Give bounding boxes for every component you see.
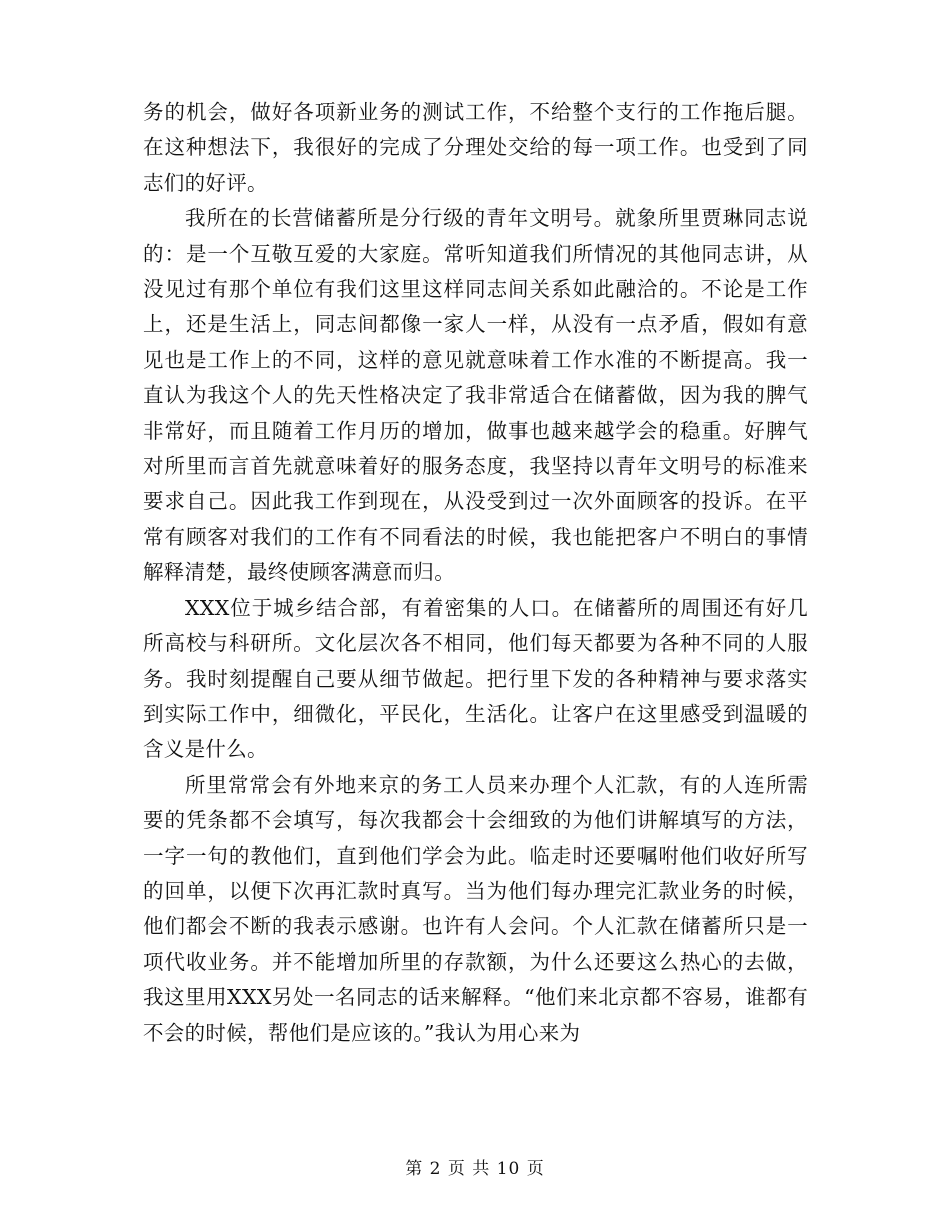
paragraph-3: XXX位于城乡结合部，有着密集的人口。在储蓄所的周围还有好几所高校与科研所。文化层次各不相同，他们每天都要为各种不同的人服务。我时刻提醒自己要从细节做起。把行里下发的各种精神与要求落实到实际工作中，细微化，平民化，生活化。让客户在这里感受到温暖的含义是什么。 [143, 595, 808, 762]
page-footer: 第 2 页 共 10 页 [405, 1159, 545, 1179]
paragraph-4: 所里常常会有外地来京的务工人员来办理个人汇款，有的人连所需要的凭条都不会填写，每次我都会十会细致的为他们讲解填写的方法，一字一句的教他们，直到他们学会为此。临走时还要嘱咐他们收好所写的回单，以便下次再汇款时真写。当为他们每办理完汇款业务的时候，他们都会不断的我表示感谢。也许有人会问。个人汇款在储蓄所只是一项代收业务。并不能增加所里的存款额，为什么还要这么热心的去做，我这里用XXX另处一名同志的话来解释。“他们来北京都不容易，谁都有不会的时候，帮他们是应该的。”我认为用心来为 [143, 772, 808, 1045]
paragraph-1: 务的机会，做好各项新业务的测试工作，不给整个支行的工作拖后腿。在这种想法下，我很好的完成了分理处交给的每一项工作。也受到了同志们的好评。 [143, 100, 808, 195]
document-body [143, 95, 808, 1051]
paragraph-2: 我所在的长营储蓄所是分行级的青年文明号。就象所里贾琳同志说的：是一个互敬互爱的大家庭。常听知道我们所情况的其他同志讲，从没见过有那个单位有我们这里这样同志间关系如此融洽的。不论是工作上，还是生活上，同志间都像一家人一样，从没有一点矛盾，假如有意见也是工作上的不同，这样的意见就意味着工作水准的不断提高。我一直认为我这个人的先天性格决定了我非常适合在储蓄做，因为我的脾气非常好，而且随着工作月历的增加，做事也越来越学会的稳重。好脾气对所里而言首先就意味着好的服务态度，我坚持以青年文明号的标准来要求自己。因此我工作到现在，从没受到过一次外面顾客的投诉。在平常有顾客对我们的工作有不同看法的时候，我也能把客户不明白的事情解释清楚，最终使顾客满意而归。 [143, 206, 808, 585]
